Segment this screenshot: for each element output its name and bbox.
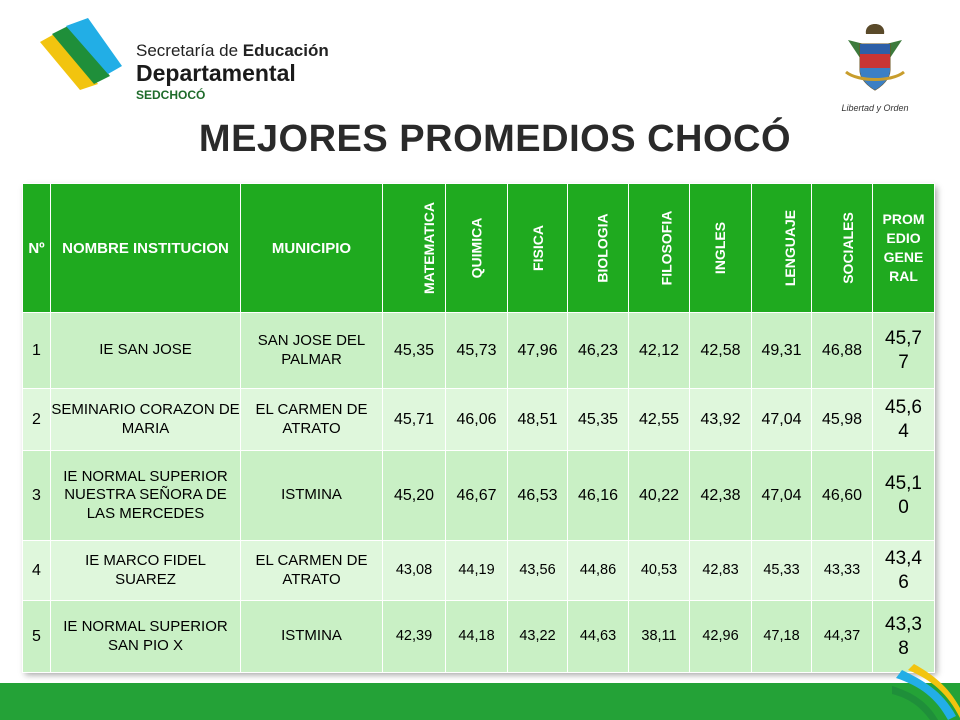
cell-fisica: 47,96 xyxy=(508,313,568,389)
cell-lenguaje: 47,18 xyxy=(752,601,812,673)
cell-matematica: 45,20 xyxy=(383,451,446,541)
cell-matematica: 45,35 xyxy=(383,313,446,389)
logo-line-1: Secretaría de Educación xyxy=(136,41,329,60)
cell-promedio: 45,77 xyxy=(873,313,935,389)
coat-of-arms-icon xyxy=(838,20,912,98)
cell-quimica: 44,19 xyxy=(446,541,508,601)
cell-biologia: 46,16 xyxy=(568,451,629,541)
header-quimica xyxy=(446,184,508,313)
cell-filosofia: 42,12 xyxy=(629,313,690,389)
logo-swoosh-icon xyxy=(36,18,136,90)
cell-biologia: 45,35 xyxy=(568,389,629,451)
header-municipio: MUNICIPIO xyxy=(241,184,383,313)
header-lenguaje-label: LENGUAJE xyxy=(782,209,799,286)
cell-lenguaje: 49,31 xyxy=(752,313,812,389)
table-row xyxy=(23,389,935,451)
cell-municipio: ISTMINA xyxy=(241,451,383,541)
header-fisica xyxy=(508,184,568,313)
header-promedio: PROM EDIO GENE RAL xyxy=(873,184,935,313)
table-row xyxy=(23,451,935,541)
corner-swoosh-icon xyxy=(892,660,960,720)
cell-promedio: 45,64 xyxy=(873,389,935,451)
cell-biologia: 46,23 xyxy=(568,313,629,389)
cell-biologia: 44,86 xyxy=(568,541,629,601)
cell-quimica: 45,73 xyxy=(446,313,508,389)
page-title: MEJORES PROMEDIOS CHOCÓ xyxy=(198,118,792,160)
cell-quimica: 46,67 xyxy=(446,451,508,541)
sedchoco-logo xyxy=(36,18,329,102)
header-sociales-label: SOCIALES xyxy=(839,211,856,284)
header-matematica-label: MATEMATICA xyxy=(421,201,438,294)
cell-name: SEMINARIO CORAZON DE MARIA xyxy=(51,389,241,451)
cell-ingles: 43,92 xyxy=(690,389,752,451)
header-quimica-label: QUIMICA xyxy=(468,217,485,278)
cell-name: IE NORMAL SUPERIOR NUESTRA SEÑORA DE LAS MERCEDES xyxy=(51,451,241,541)
logo-line-2: Departamental xyxy=(136,60,296,86)
header-ingles xyxy=(690,184,752,313)
cell-fisica: 43,22 xyxy=(508,601,568,673)
header-matematica xyxy=(383,184,446,313)
results-table-wrapper xyxy=(22,183,934,671)
cell-lenguaje: 47,04 xyxy=(752,389,812,451)
cell-num: 2 xyxy=(23,389,51,451)
header-lenguaje xyxy=(752,184,812,313)
cell-ingles: 42,83 xyxy=(690,541,752,601)
table-row xyxy=(23,313,935,389)
cell-municipio: SAN JOSE DEL PALMAR xyxy=(241,313,383,389)
header-name: NOMBRE INSTITUCION xyxy=(51,184,241,313)
table-row xyxy=(23,601,935,673)
cell-fisica: 48,51 xyxy=(508,389,568,451)
header-biologia-label: BIOLOGIA xyxy=(594,212,611,283)
header-filosofia-label: FILOSOFIA xyxy=(658,210,675,285)
cell-matematica: 42,39 xyxy=(383,601,446,673)
footer-band xyxy=(0,683,960,720)
header-fisica-label: FISICA xyxy=(529,224,546,271)
cell-matematica: 43,08 xyxy=(383,541,446,601)
cell-municipio: EL CARMEN DE ATRATO xyxy=(241,541,383,601)
cell-municipio: ISTMINA xyxy=(241,601,383,673)
cell-lenguaje: 45,33 xyxy=(752,541,812,601)
cell-promedio: 43,46 xyxy=(873,541,935,601)
cell-name: IE MARCO FIDEL SUAREZ xyxy=(51,541,241,601)
header-biologia xyxy=(568,184,629,313)
cell-sociales: 43,33 xyxy=(812,541,873,601)
header-row xyxy=(23,184,935,313)
cell-sociales: 46,60 xyxy=(812,451,873,541)
header-filosofia xyxy=(629,184,690,313)
header-sociales xyxy=(812,184,873,313)
cell-fisica: 46,53 xyxy=(508,451,568,541)
cell-filosofia: 38,11 xyxy=(629,601,690,673)
cell-name: IE SAN JOSE xyxy=(51,313,241,389)
logo-line-3: SEDCHOCÓ xyxy=(136,88,206,102)
cell-filosofia: 40,22 xyxy=(629,451,690,541)
cell-num: 3 xyxy=(23,451,51,541)
cell-ingles: 42,38 xyxy=(690,451,752,541)
cell-name: IE NORMAL SUPERIOR SAN PIO X xyxy=(51,601,241,673)
cell-num: 5 xyxy=(23,601,51,673)
cell-municipio: EL CARMEN DE ATRATO xyxy=(241,389,383,451)
cell-matematica: 45,71 xyxy=(383,389,446,451)
results-table xyxy=(22,183,935,673)
cell-sociales: 45,98 xyxy=(812,389,873,451)
cell-sociales: 44,37 xyxy=(812,601,873,673)
cell-filosofia: 40,53 xyxy=(629,541,690,601)
cell-lenguaje: 47,04 xyxy=(752,451,812,541)
header-num: Nº xyxy=(23,184,51,313)
seal-caption: Libertad y Orden xyxy=(841,103,909,113)
cell-quimica: 46,06 xyxy=(446,389,508,451)
cell-fisica: 43,56 xyxy=(508,541,568,601)
cell-num: 4 xyxy=(23,541,51,601)
cell-promedio: 43,38 xyxy=(873,601,935,673)
header-ingles-label: INGLES xyxy=(712,221,729,274)
cell-ingles: 42,58 xyxy=(690,313,752,389)
cell-num: 1 xyxy=(23,313,51,389)
cell-ingles: 42,96 xyxy=(690,601,752,673)
cell-biologia: 44,63 xyxy=(568,601,629,673)
cell-filosofia: 42,55 xyxy=(629,389,690,451)
cell-promedio: 45,10 xyxy=(873,451,935,541)
cell-quimica: 44,18 xyxy=(446,601,508,673)
cell-sociales: 46,88 xyxy=(812,313,873,389)
table-row xyxy=(23,541,935,601)
